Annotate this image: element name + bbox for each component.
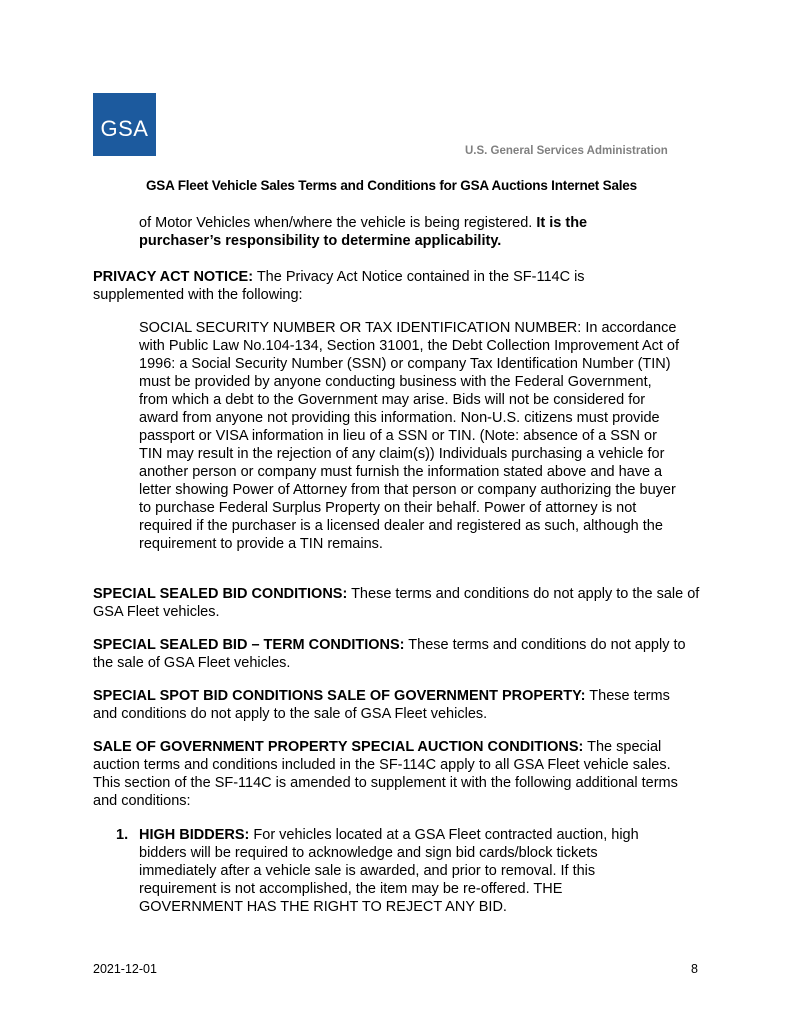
continuation-paragraph: of Motor Vehicles when/where the vehicle is being registered. It is the purchaser’s responsibility to determine applicability. [139,215,588,249]
high-bidders-heading: HIGH BIDDERS: [139,827,250,843]
privacy-act-heading: PRIVACY ACT NOTICE: [93,269,254,285]
document-title: GSA Fleet Vehicle Sales Terms and Conditions for GSA Auctions Internet Sales [146,178,637,193]
spot-bid-heading: SPECIAL SPOT BID CONDITIONS SALE OF GOVERNMENT PROPERTY: [93,688,586,704]
list-item-number: 1. [116,827,129,843]
gsa-logo-text: GSA [100,116,149,141]
spot-bid-paragraph: SPECIAL SPOT BID CONDITIONS SALE OF GOVERNMENT PROPERTY: These terms and conditions do not apply to the sale of GSA Fleet vehicles. [93,688,670,722]
footer-date: 2021-12-01 [93,962,157,976]
sealed-bid-heading: SPECIAL SEALED BID CONDITIONS: [93,586,348,602]
ssn-tin-paragraph: SOCIAL SECURITY NUMBER OR TAX IDENTIFICATION NUMBER: In accordance with Public Law No.104-134, Section 31001, the Debt Collection Improvement Act of 1996: a Social Security Number (SSN) or company Tax Identification Number (TIN) must be provided by anyone conducting business with the Federal Government, from which a debt to the Government may arise. Bids will not be considered for award from anyone not providing this information. Non-U.S. citizens must provide passport or VISA information in lieu of a SSN or TIN. (Note: absence of a SSN or TIN may result in the rejection of any claim(s)) Individuals purchasing a vehicle for another person or company must furnish the information stated above and have a letter showing Power of Attorney from that person or company authorizing the buyer to purchase Federal Surplus Property on their behalf. Power of attorney is not required if the purchaser is a licensed dealer and registered as such, although the requirement to provide a TIN remains. [139,320,680,552]
sealed-bid-term-heading: SPECIAL SEALED BID – TERM CONDITIONS: [93,637,405,653]
page-number: 8 [691,962,698,976]
gsa-logo [93,93,156,156]
high-bidders-paragraph: HIGH BIDDERS: For vehicles located at a GSA Fleet contracted auction, high bidders will be required to acknowledge and sign bid cards/block tickets immediately after a vehicle sale is awarded, and prior to removal. If this requirement is not accomplished, the item may be re-offered. THE GOVERNMENT HAS THE RIGHT TO REJECT ANY BID. [139,827,639,915]
sealed-bid-term-paragraph: SPECIAL SEALED BID – TERM CONDITIONS: These terms and conditions do not apply to the sale of GSA Fleet vehicles. [93,637,686,671]
agency-name: U.S. General Services Administration [465,145,668,157]
privacy-act-paragraph: PRIVACY ACT NOTICE: The Privacy Act Notice contained in the SF-114C is supplemented with the following: [93,269,585,303]
auction-conditions-heading: SALE OF GOVERNMENT PROPERTY SPECIAL AUCTION CONDITIONS: [93,739,584,755]
auction-conditions-paragraph: SALE OF GOVERNMENT PROPERTY SPECIAL AUCTION CONDITIONS: The special auction terms and conditions included in the SF-114C apply to all GSA Fleet vehicle sales. This section of the SF-114C is amended to supplement it with the following additional terms and conditions: [93,739,678,809]
sealed-bid-paragraph: SPECIAL SEALED BID CONDITIONS: These terms and conditions do not apply to the sale of GSA Fleet vehicles. [93,586,700,620]
